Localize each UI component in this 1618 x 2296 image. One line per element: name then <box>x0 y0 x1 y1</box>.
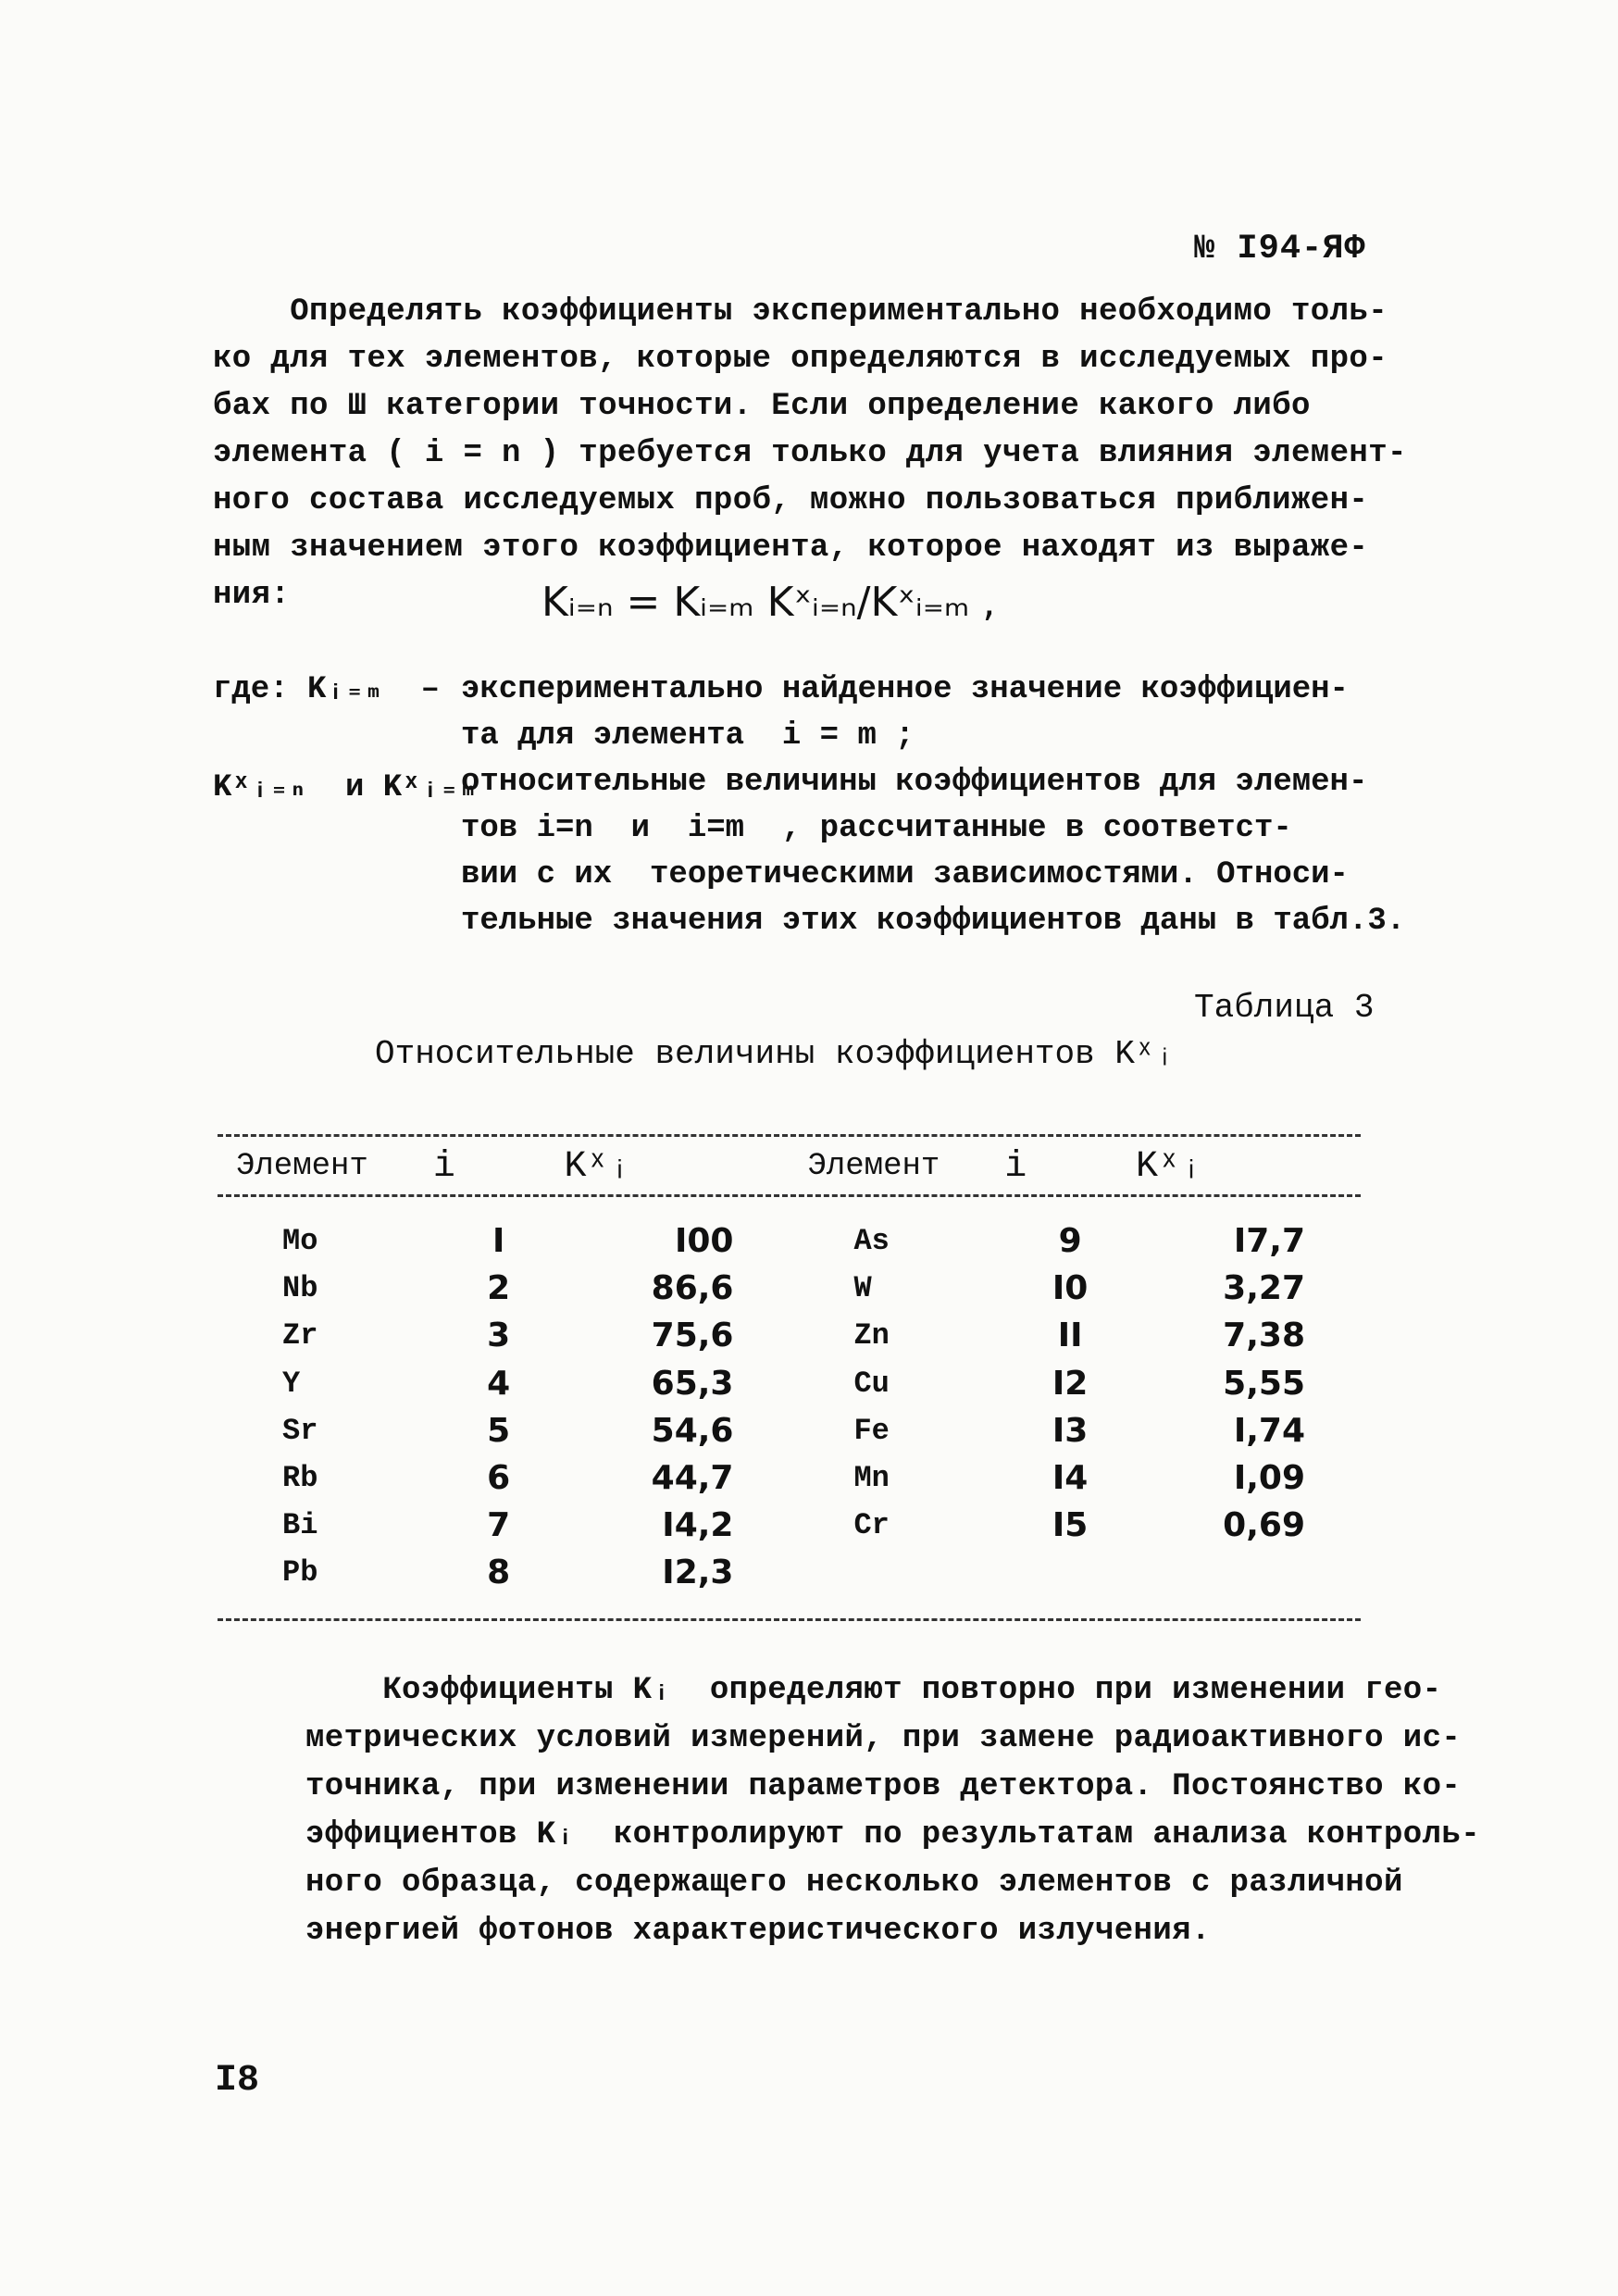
cell-index: I5 <box>1052 1506 1089 1545</box>
cell-coefficient: I,74 <box>1233 1411 1305 1450</box>
table-row <box>218 1549 1361 1596</box>
coefficients-table <box>218 1143 1361 1597</box>
intro-paragraph <box>213 289 1407 619</box>
cell-coefficient: 65,3 <box>651 1364 734 1403</box>
cell-element: As <box>853 1224 890 1259</box>
paragraph-line: метрических условий измерений, при замене радиоактивного ис- <box>305 1721 1462 1756</box>
cell-index: 2 <box>487 1269 511 1308</box>
cell-coefficient <box>1136 1549 1361 1596</box>
paragraph-line: точника, при изменении параметров детектора. Постоянство ко- <box>305 1769 1462 1804</box>
column-header-coefficient: Kˣᵢ <box>564 1145 631 1188</box>
cell-index: I4 <box>1052 1459 1089 1498</box>
cell-index: 5 <box>487 1411 511 1450</box>
definition-text: экспериментально найденное значение коэффициен- <box>461 672 1349 707</box>
cell-index: I <box>492 1222 505 1261</box>
cell-element <box>789 1549 1004 1596</box>
closing-paragraph <box>305 1666 1480 1955</box>
cell-element: Zr <box>282 1318 318 1354</box>
paragraph-line: ного образца, содержащего несколько элементов с различной <box>305 1866 1403 1901</box>
column-header-index: i <box>432 1145 455 1188</box>
cell-element: Mn <box>853 1461 890 1496</box>
cell-coefficient: I00 <box>674 1222 734 1261</box>
formula: Kᵢ₌ₙ = Kᵢ₌ₘ Kˣᵢ₌ₙ/Kˣᵢ₌ₘ , <box>541 579 996 626</box>
cell-index: 8 <box>487 1554 511 1592</box>
cell-coefficient: I2,3 <box>662 1554 734 1592</box>
cell-index: 6 <box>487 1459 511 1498</box>
cell-index: I2 <box>1052 1364 1089 1403</box>
paragraph-line: ным значением этого коэффициента, которое находят из выраже- <box>213 530 1369 566</box>
paragraph-line: энергией фотонов характеристического излучения. <box>305 1914 1211 1949</box>
paragraph-line: бах по Ш категории точности. Если определение какого либо <box>213 389 1311 424</box>
table-row <box>218 1407 1361 1454</box>
definition-text: тельные значения этих коэффициентов даны в табл.3. <box>461 904 1406 939</box>
cell-index <box>1004 1549 1136 1596</box>
cell-coefficient: 75,6 <box>651 1316 734 1355</box>
document-number: № I94-ЯФ <box>1194 230 1366 268</box>
cell-index: 9 <box>1058 1222 1082 1261</box>
definition-text: вии с их теоретическими зависимостями. Относи- <box>461 857 1349 892</box>
definition-term: Kˣᵢ₌ₙ и Kˣᵢ₌ₘ <box>213 770 478 805</box>
cell-coefficient: 7,38 <box>1223 1316 1305 1355</box>
table-row <box>218 1360 1361 1407</box>
paragraph-line: ния: <box>213 578 291 613</box>
cell-element: Zn <box>853 1318 890 1354</box>
cell-element: Fe <box>853 1413 890 1448</box>
paragraph-line: ного состава исследуемых проб, можно пользоваться приближен- <box>213 483 1369 518</box>
column-header-element: Элемент <box>236 1149 368 1184</box>
cell-coefficient: 44,7 <box>651 1459 734 1498</box>
cell-coefficient: I7,7 <box>1233 1222 1305 1261</box>
cell-index: 4 <box>487 1364 511 1403</box>
definition-text: относительные величины коэффициентов для элемен- <box>461 765 1368 800</box>
paragraph-line: эффициентов Kᵢ контролируют по результатам анализа контроль- <box>305 1817 1481 1853</box>
column-header-coefficient: Kˣᵢ <box>1136 1145 1203 1188</box>
cell-element: Cu <box>853 1366 890 1401</box>
column-header-index: i <box>1004 1145 1027 1188</box>
cell-index: I0 <box>1052 1269 1089 1308</box>
definition-text: тов i=n и i=m , рассчитанные в соответст- <box>461 811 1292 846</box>
table-caption: Относительные величины коэффициентов Kˣᵢ <box>375 1035 1176 1073</box>
definition-text: та для элемента i = m ; <box>461 718 915 754</box>
cell-coefficient: 86,6 <box>651 1269 734 1308</box>
page-number: I8 <box>215 2060 260 2102</box>
cell-index: I3 <box>1052 1411 1089 1450</box>
cell-coefficient: 3,27 <box>1223 1269 1305 1308</box>
table-label: Таблица 3 <box>1194 989 1375 1027</box>
cell-element: Cr <box>853 1508 890 1543</box>
cell-element: Rb <box>282 1461 318 1496</box>
cell-index: 3 <box>487 1316 511 1355</box>
table-row <box>218 1312 1361 1359</box>
table-row <box>218 1454 1361 1502</box>
cell-element: W <box>853 1271 872 1306</box>
table-row <box>218 1265 1361 1312</box>
definition-term: где: Kᵢ₌ₘ – <box>213 672 440 707</box>
paragraph-line: ко для тех элементов, которые определяются в исследуемых про- <box>213 342 1388 377</box>
paragraph-line: Коэффициенты Kᵢ определяют повторно при изменении гео- <box>305 1673 1442 1708</box>
paragraph-line: Определять коэффициенты экспериментально необходимо толь- <box>213 294 1388 330</box>
cell-element: Sr <box>282 1413 318 1448</box>
cell-coefficient: 5,55 <box>1223 1364 1305 1403</box>
cell-coefficient: I4,2 <box>662 1506 734 1545</box>
cell-coefficient: 54,6 <box>651 1411 734 1450</box>
cell-element: Mo <box>282 1224 318 1259</box>
table-row <box>218 1502 1361 1549</box>
cell-element: Bi <box>282 1508 318 1543</box>
paragraph-line: элемента ( i = n ) требуется только для учета влияния элемент- <box>213 436 1407 471</box>
cell-element: Y <box>282 1366 301 1401</box>
cell-coefficient: 0,69 <box>1223 1506 1305 1545</box>
cell-index: II <box>1057 1316 1083 1355</box>
table-row <box>218 1217 1361 1265</box>
cell-index: 7 <box>487 1506 511 1545</box>
cell-element: Pb <box>282 1555 318 1591</box>
cell-coefficient: I,09 <box>1233 1459 1305 1498</box>
table-header-row <box>218 1143 1361 1190</box>
cell-element: Nb <box>282 1271 318 1306</box>
table-bottom-rule <box>218 1618 1361 1621</box>
table-top-rule <box>218 1134 1361 1137</box>
column-header-element: Элемент <box>807 1149 940 1184</box>
